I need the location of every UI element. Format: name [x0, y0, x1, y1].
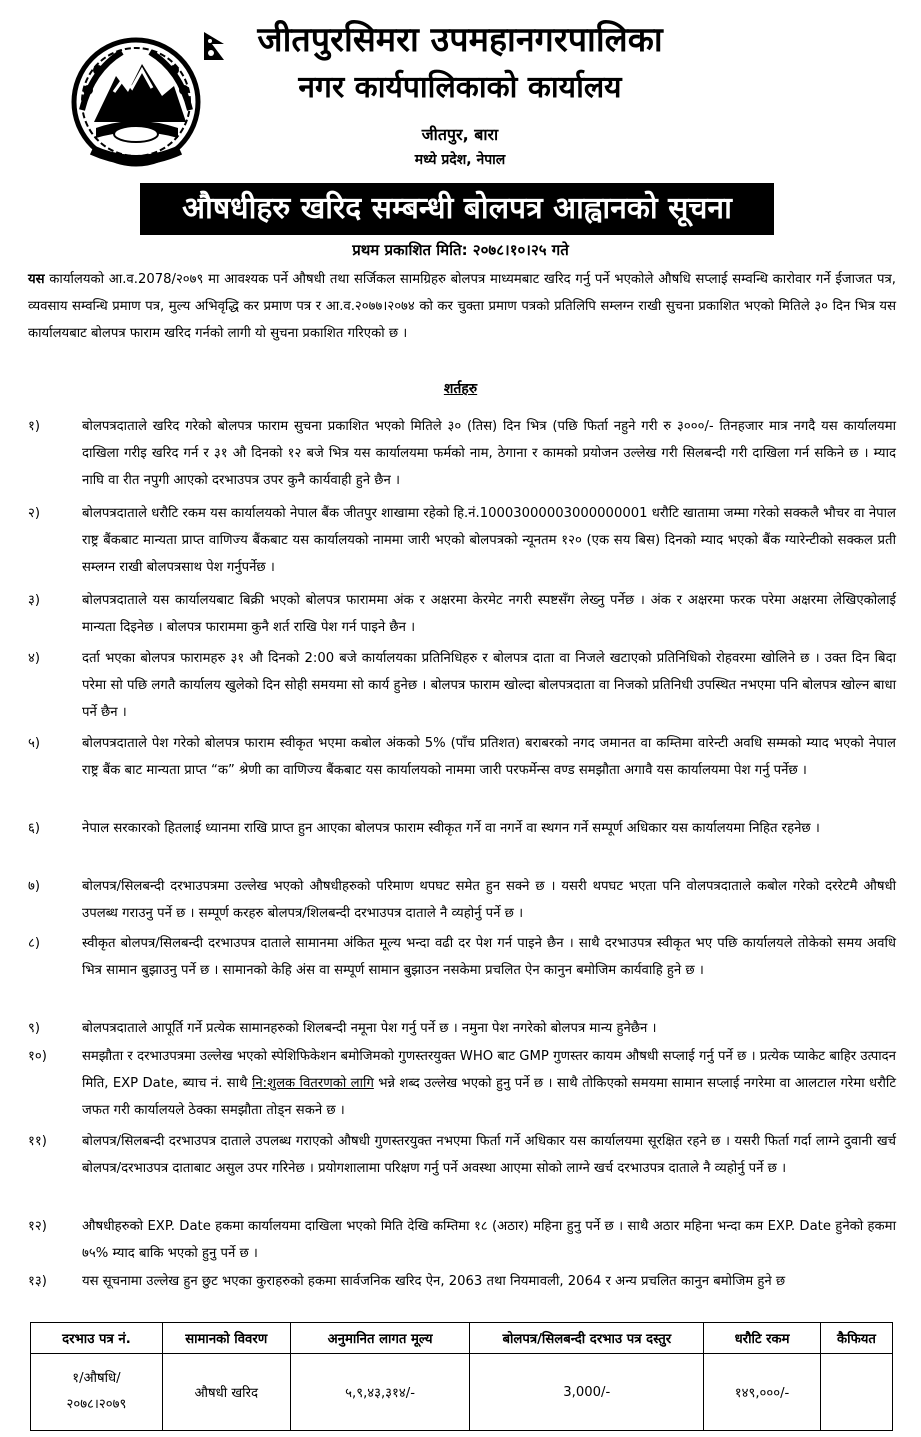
clause-number: ८): [28, 936, 41, 951]
fee-cell: 3,000/-: [470, 1354, 704, 1431]
clause-text: बोलपत्रदाताले खरिद गरेको बोलपत्र फाराम सुचना प्रकाशित भएको मितिले ३० (तिस) दिन भित्र (पछि फिर्ता नहुने गरी रु ३०००/- तिनहजार मात्र नगदै यस कार्यालयमा दाखिला गरीइ खरिद गर्न र ३१ औ दिनको १२ बजे भित्र यस कार्यालयमा फर्मको नाम, ठेगाना र कामको प्रयोजन उल्लेख गरी सिलबन्दी गरी दाखिला गर्न सकिने छ । म्याद नाघि वा रीत नपुगी आएको दरभाउपत्र उपर कुनै कार्यवाही हुने छैन ।: [82, 419, 896, 488]
clause-text: बोलपत्र/सिलबन्दी दरभाउपत्र दाताले उपलब्ध गराएको औषधी गुणस्तरयुक्त नभएमा फिर्ता गर्ने अधिकार यस कार्यालयमा सूरक्षित रहने छ । यसरी फिर्ता गर्दा लाग्ने दुवानी खर्च बोलपत्र/दरभाउपत्र दाताबाट असुल उपर गरिनेछ । प्रयोगशालामा परिक्षण गर्नु पर्ने अवस्था आएमा सोको लाग्ने खर्च दरभाउपत्र दाताले नै व्यहोर्नु पर्ने छ ।: [82, 1134, 896, 1176]
column-header: दरभाउ पत्र नं.: [31, 1323, 163, 1354]
column-header: कैफियत: [821, 1323, 893, 1354]
clause-text: औषधीहरुको EXP. Date हकमा कार्यालयमा दाखिला भएको मिति देखि कम्तिमा १८ (अठार) महिना हुनु पर्ने छ । साथै अठार महिना भन्दा कम EXP. Date हुनेको हकमा ७५% म्याद बाकि भएको हुनु पर्ने छ ।: [82, 1219, 896, 1261]
clause-number: ९): [28, 1021, 41, 1036]
column-header: सामानको विवरण: [162, 1323, 290, 1354]
tender-number-cell: १/औषधि/ २०७८।२०७९: [31, 1354, 163, 1431]
clause-number: १): [28, 419, 41, 434]
clause-text: नेपाल सरकारको हितलाई ध्यानमा राखि प्राप्त हुन आएका बोलपत्र फाराम स्वीकृत गर्ने वा नगर्ने वा स्थगन गर्ने सम्पूर्ण अधिकार यस कार्यालयमा निहित रहनेछ ।: [82, 821, 820, 836]
intro-text: कार्यालयको आ.व.2078/२०७९ मा आवश्यक पर्ने औषधी तथा सर्जिकल सामग्रिहरु बोलपत्र माध्यमबाट खरिद गर्नु पर्ने भएकोले औषधि सप्लाई सम्वन्धि कारोवार गर्ने ईजाजत पत्र, व्यवसाय सम्वन्धि प्रमाण पत्र, मुल्य अभिवृद्धि कर प्रमाण पत्र र आ.व.२०७७।२०७४ को कर चुक्ता प्रमाण पत्रको प्रतिलिपि सम्लग्न राखी सुचना प्रकाशित भएको मितिले ३० दिन भित्र यस कार्यालयबाट बोलपत्र फाराम खरिद गर्नको लागी यो सुचना प्रकाशित गरिएको छ ।: [28, 272, 896, 341]
org-name: जीतपुरसिमरा उपमहानगरपालिका: [257, 20, 663, 60]
intro-paragraph: [28, 266, 896, 347]
free-distribution-phrase: नि:शुलक वितरणको लागि: [251, 1076, 374, 1091]
clause-number: ७): [28, 879, 41, 894]
clause-text: बोलपत्रदाताले धरौटि रकम यस कार्यालयको नेपाल बैंक जीतपुर शाखामा रहेको हि.नं.10003000003000000001 धरौटि खातामा जम्मा गरेको सक्कलै भौचर वा नेपाल राष्ट्र बैंकबाट मान्यता प्राप्त वाणिज्य बैंकबाट यस कार्यालयको नाममा जारी भएको बोलपत्रको न्यूनतम १२० (एक सय बिस) दिनको म्याद भएको बैंक ग्यारेन्टीको सक्कल प्रती सम्लग्न राखी बोलपत्रसाथ पेश गर्नुपर्नेछ ।: [82, 506, 896, 575]
tender-table: [30, 1322, 893, 1431]
clause-text: बोलपत्र/सिलबन्दी दरभाउपत्रमा उल्लेख भएको औषधीहरुको परिमाण थपघट समेत हुन सक्ने छ । यसरी थपघट भएता पनि वोलपत्रदाताले कबोल गरेको दररेटमै औषधी उपलब्ध गराउनु पर्ने छ । सम्पूर्ण करहरु बोलपत्र/शिलबन्दी दरभाउपत्र दाताले नै व्यहोर्नु पर्ने छ ।: [82, 879, 896, 921]
office-province: मध्ये प्रदेश, नेपाल: [414, 152, 506, 168]
deposit-cell: १४९,०००/-: [704, 1354, 821, 1431]
clause-text: बोलपत्रदाताले यस कार्यालयबाट बिक्री भएको बोलपत्र फाराममा अंक र अक्षरमा केरमेट नगरी स्पष्टसँग लेख्नु पर्नेछ । अंक र अक्षरमा फरक परेमा अक्षरमा लेखिएकोलाई मान्यता दिइनेछ । बोलपत्र फाराममा कुनै शर्त राखि पेश गर्न पाइने छैन ।: [82, 593, 896, 635]
estimated-cost-cell: ५,९,४३,३१४/-: [290, 1354, 470, 1431]
column-header: धरौटि रकम: [704, 1323, 821, 1354]
clause-number: ५): [28, 736, 41, 751]
table-row: [31, 1354, 893, 1431]
terms-heading: शर्तहरु: [443, 381, 478, 397]
clause-number: ११): [28, 1134, 47, 1149]
column-header: अनुमानित लागत मूल्य: [290, 1323, 470, 1354]
notice-title: औषधीहरु खरिद सम्बन्धी बोलपत्र आह्वानको सूचना: [140, 183, 774, 235]
nepal-flag-icon: [202, 30, 228, 64]
clause-text: स्वीकृत बोलपत्र/सिलबन्दी दरभाउपत्र दाताले सामानमा अंकित मूल्य भन्दा वढी दर पेश गर्न पाइने छैन । साथै दरभाउपत्र स्वीकृत भए पछि कार्यालयले तोकेको समय अवधि भित्र सामान बुझाउनु पर्ने छ । सामानको केहि अंस वा सम्पूर्ण सामान बुझाउन नसकेमा प्रचलित ऐन कानुन बमोजिम कार्यवाहि हुने छ ।: [82, 936, 896, 978]
clause-number: ६): [28, 821, 41, 836]
clause-text: यस सूचनामा उल्लेख हुन छुट भएका कुराहरुको हकमा सार्वजनिक खरिद ऐन, 2063 तथा नियमावली, 2064 र अन्य प्रचलित कानुन बमोजिम हुने छ: [82, 1274, 786, 1289]
office-name: नगर कार्यपालिकाको कार्यालय: [298, 70, 622, 105]
office-location: जीतपुर, बारा: [421, 125, 499, 144]
intro-lead: यस: [28, 272, 45, 287]
clause-number: ४): [28, 651, 41, 666]
clause-number: २): [28, 506, 41, 521]
publish-date: प्रथम प्रकाशित मिति: २०७८।१०।२५ गते: [352, 241, 569, 259]
clause-text: दर्ता भएका बोलपत्र फारामहरु ३१ औ दिनको 2:00 बजे कार्यालयका प्रतिनिधिहरु र बोलपत्र दाता वा निजले खटाएको प्रतिनिधिको रोहवरमा खोलिने छ । उक्त दिन बिदा परेमा सो पछि लगतै कार्यालय खुलेको दिन सोही समयमा सो कार्य हुनेछ । बोलपत्र फाराम खोल्दा बोलपत्रदाता वा निजको प्रतिनिधी उपस्थित नभएमा पनि बोलपत्र खोल्न बाधा पर्ने छैन ।: [82, 651, 896, 720]
clause-text: बोलपत्रदाताले पेश गरेको बोलपत्र फाराम स्वीकृत भएमा कबोल अंकको 5% (पाँच प्रतिशत) बराबरको नगद जमानत वा कम्तिमा वारेन्टी अवधि सम्मको म्याद भएको नेपाल राष्ट्र बैंक बाट मान्यता प्राप्त “क” श्रेणी का वाणिज्य बैंकबाट यस कार्यालयको नाममा जारी परफर्मेन्स वण्ड समझौता अगावै यस कार्यालयमा पेश गर्नु पर्नेछ ।: [82, 736, 896, 778]
clause-number: १०): [28, 1049, 47, 1064]
nepal-emblem-icon: [62, 30, 210, 170]
clause-number: १३): [28, 1274, 47, 1289]
clause-text: समझौता र दरभाउपत्रमा उल्लेख भएको स्पेशिफिकेशन बमोजिमको गुणस्तरयुक्त WHO बाट GMP गुणस्तर कायम औषधी सप्लाई गर्नु पर्ने छ । प्रत्येक प्याकेट बाहिर उत्पादन मिति, EXP Date, ब्याच नं. साथै नि:शुलक वितरणको लागि भन्ने शब्द उल्लेख भएको हुनु पर्ने छ । साथै तोकिएको समयमा सामान सप्लाई नगरेमा वा आलटाल गरेमा धरौटि जफत गरी कार्यालयले ठेक्का समझौता तोड्न सकने छ ।: [82, 1049, 896, 1118]
clause-text: बोलपत्रदाताले आपूर्ति गर्ने प्रत्येक सामानहरुको शिलबन्दी नमूना पेश गर्नु पर्ने छ । नमुना पेश नगरेको बोलपत्र मान्य हुनेछैन ।: [82, 1021, 657, 1036]
column-header: बोलपत्र/सिलबन्दी दरभाउ पत्र दस्तुर: [470, 1323, 704, 1354]
clause-number: ३): [28, 593, 41, 608]
table-header-row: [31, 1323, 893, 1354]
clause-number: १२): [28, 1219, 47, 1234]
description-cell: औषधी खरिद: [162, 1354, 290, 1431]
remarks-cell: [821, 1354, 893, 1431]
